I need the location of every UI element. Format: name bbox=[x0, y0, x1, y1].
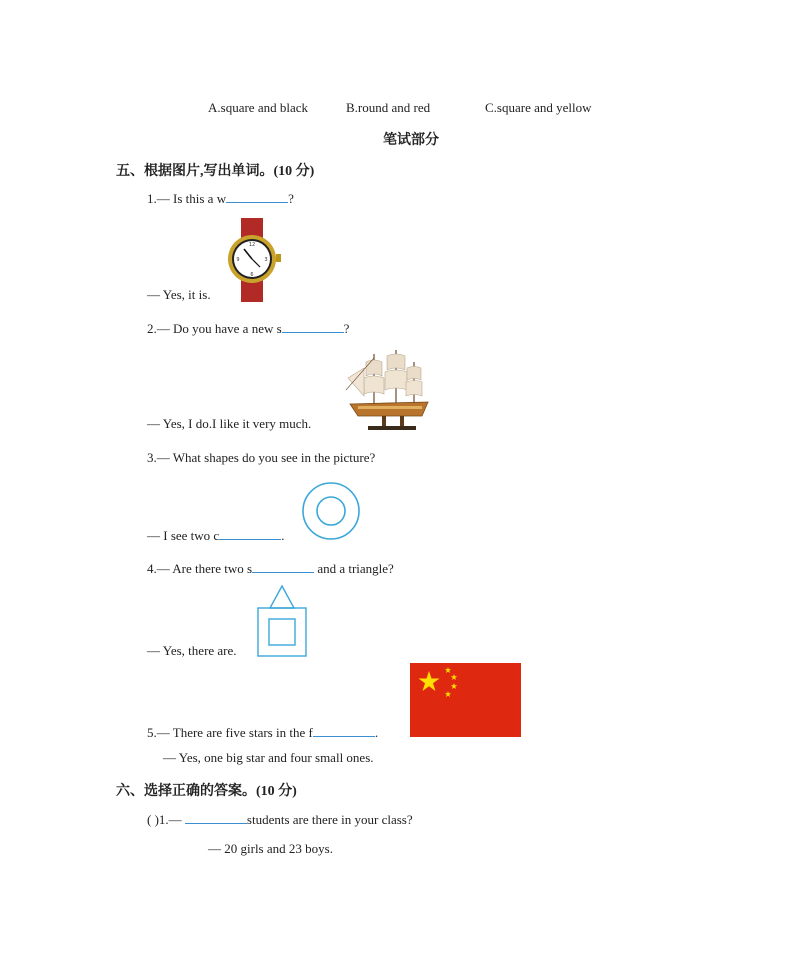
q2-answer-blank[interactable] bbox=[282, 320, 344, 333]
q5-answer: — Yes, one big star and four small ones. bbox=[163, 750, 374, 765]
q4-answer-blank[interactable] bbox=[252, 560, 314, 573]
china-flag-picture bbox=[410, 663, 521, 737]
q1-answer: — Yes, it is. bbox=[147, 287, 211, 302]
q1-question: 1.— Is this a w ? bbox=[147, 191, 294, 206]
option-a: A.square and black bbox=[208, 100, 308, 115]
q3-question: 3.— What shapes do you see in the picture? bbox=[147, 450, 376, 465]
two-circles-picture bbox=[300, 480, 362, 542]
sailboat-picture bbox=[344, 348, 432, 432]
s6-q1-answer-blank[interactable] bbox=[185, 811, 247, 824]
section6-heading: 六、选择正确的答案。(10 分) bbox=[116, 784, 297, 799]
q2-question: 2.— Do you have a new s ? bbox=[147, 321, 350, 336]
q2-answer: — Yes, I do.I like it very much. bbox=[147, 416, 312, 431]
q1-answer-blank[interactable] bbox=[226, 190, 288, 203]
q5-answer-blank[interactable] bbox=[313, 724, 375, 737]
written-section-title: 笔试部分 bbox=[383, 133, 439, 148]
q3-answer: — I see two c . bbox=[147, 528, 285, 543]
svg-text:3: 3 bbox=[264, 257, 268, 263]
svg-text:12: 12 bbox=[248, 242, 256, 248]
section5-heading: 五、根据图片,写出单词。(10 分) bbox=[116, 164, 315, 179]
svg-text:9: 9 bbox=[236, 257, 240, 263]
q4-question: 4.— Are there two s and a triangle? bbox=[147, 561, 394, 576]
option-c: C.square and yellow bbox=[485, 100, 592, 115]
watch-picture bbox=[224, 218, 284, 302]
q3-answer-blank[interactable] bbox=[219, 527, 281, 540]
q4-answer: — Yes, there are. bbox=[147, 643, 237, 658]
svg-text:6: 6 bbox=[250, 272, 254, 278]
q5-question: 5.— There are five stars in the f . bbox=[147, 725, 379, 740]
s6-q1-question: ( )1.— students are there in your class? bbox=[147, 812, 413, 827]
square-triangle-picture bbox=[256, 584, 308, 658]
s6-q1-answer: — 20 girls and 23 boys. bbox=[208, 841, 333, 856]
option-b: B.round and red bbox=[346, 100, 431, 115]
